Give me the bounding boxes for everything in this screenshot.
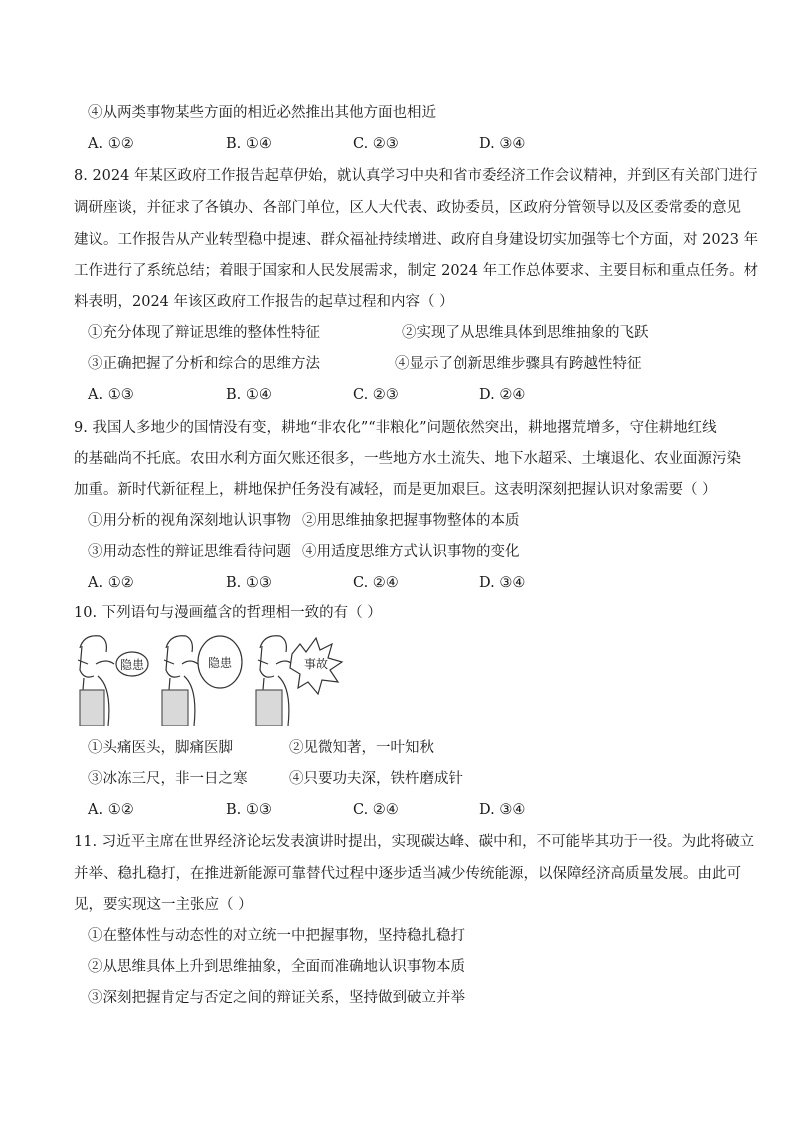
q8-statement-3: ③正确把握了分析和综合的思维方法 [88, 356, 320, 372]
q9-stem-line-1: 9. 我国人多地少的国情没有变，耕地“非农化”“非粮化”问题依然突出，耕地撂荒增多，守住耕地红线 [74, 420, 717, 436]
cartoon-person-3 [256, 636, 292, 726]
q9-choice-c: C. ②④ [353, 575, 399, 591]
q11-statement-1: ①在整体性与动态性的对立统一中把握事物，坚持稳扎稳打 [88, 928, 465, 944]
q9-statement-1: ①用分析的视角深刻地认识事物 [88, 513, 291, 529]
q11-stem-line-2: 并举、稳扎稳打，在推进新能源可靠替代过程中逐步适当减少传统能源，以保障经济高质量发展。由此可 [74, 866, 741, 882]
q10-statement-1: ①头痛医头，脚痛医脚 [88, 740, 233, 756]
q9-stem-line-3: 加重。新时代新征程上，耕地保护任务没有减轻，而是更加艰巨。这表明深刻把握认识对象需要（ ） [74, 482, 717, 498]
q8-statement-2: ②实现了从思维具体到思维抽象的飞跃 [402, 325, 649, 341]
q7-choice-d: D. ③④ [479, 136, 526, 152]
q10-choice-c: C. ②④ [353, 802, 399, 818]
cartoon-label-3: 事故 [303, 657, 329, 671]
cartoon-person-2 [162, 636, 198, 726]
q8-stem-line-4: 工作进行了系统总结；着眼于国家和人民发展需求，制定 2024 年工作总体要求、主要目标和重点任务。材 [74, 263, 759, 279]
q11-stem-line-3: 见，要实现这一主张应（ ） [74, 897, 253, 913]
q11-statement-3: ③深刻把握肯定与否定之间的辩证关系，坚持做到破立并举 [88, 990, 465, 1006]
cartoon-figure [74, 630, 344, 726]
q10-statement-4: ④只要功夫深，铁杵磨成针 [289, 771, 463, 787]
q8-stem-line-2: 调研座谈，并征求了各镇办、各部门单位，区人大代表、政协委员，区政府分管领导以及区委常委的意见 [74, 200, 741, 216]
q9-choice-d: D. ③④ [479, 575, 526, 591]
q8-statement-4: ④显示了创新思维步骤具有跨越性特征 [395, 356, 642, 372]
cartoon-label-2: 隐患 [207, 656, 233, 670]
q9-stem-line-2: 的基础尚不托底。农田水利方面欠账还很多，一些地方水土流失、地下水超采、土壤退化、农业面源污染 [74, 451, 741, 467]
q8-choice-c: C. ②③ [353, 387, 399, 403]
q8-choice-b: B. ①④ [226, 387, 272, 403]
cartoon-person-1 [78, 636, 114, 726]
q9-statement-3: ③用动态性的辩证思维看待问题 [88, 544, 291, 560]
q8-stem-line-1: 8. 2024 年某区政府工作报告起草伊始，就认真学习中央和省市委经济工作会议精神，并到区有关部门进行 [74, 168, 758, 184]
q10-statement-2: ②见微知著，一叶知秋 [289, 740, 434, 756]
q10-statement-3: ③冰冻三尺，非一日之寒 [88, 771, 248, 787]
q7-choice-c: C. ②③ [353, 136, 399, 152]
q8-choice-d: D. ②④ [479, 387, 526, 403]
q7-statement-4: ④从两类事物某些方面的相近必然推出其他方面也相近 [88, 105, 436, 121]
q9-statement-4: ④用适度思维方式认识事物的变化 [302, 544, 520, 560]
q7-choice-b: B. ①④ [226, 136, 272, 152]
q10-choice-a: A. ①② [88, 802, 134, 818]
q11-statement-2: ②从思维具体上升到思维抽象，全面而准确地认识事物本质 [88, 959, 465, 975]
q8-stem-line-5: 料表明，2024 年该区政府工作报告的起草过程和内容（ ） [74, 294, 454, 310]
q11-stem-line-1: 11. 习近平主席在世界经济论坛发表演讲时提出，实现碳达峰、碳中和，不可能毕其功于一役。为此将破立 [74, 834, 755, 850]
q10-stem: 10. 下列语句与漫画蕴含的哲理相一致的有（ ） [74, 605, 382, 621]
q10-choice-b: B. ①③ [226, 802, 272, 818]
q9-choice-a: A. ①② [88, 575, 134, 591]
q8-statement-1: ①充分体现了辩证思维的整体性特征 [88, 325, 320, 341]
q8-choice-a: A. ①③ [88, 387, 134, 403]
q10-choice-d: D. ③④ [479, 802, 526, 818]
q7-choice-a: A. ①② [88, 136, 134, 152]
q8-stem-line-3: 建议。工作报告从产业转型稳中提速、群众福祉持续增进、政府自身建设切实加强等七个方面，对 2023 年 [74, 232, 759, 248]
q9-statement-2: ②用思维抽象把握事物整体的本质 [302, 513, 520, 529]
q9-choice-b: B. ①③ [226, 575, 272, 591]
cartoon-label-1: 隐患 [119, 658, 145, 672]
